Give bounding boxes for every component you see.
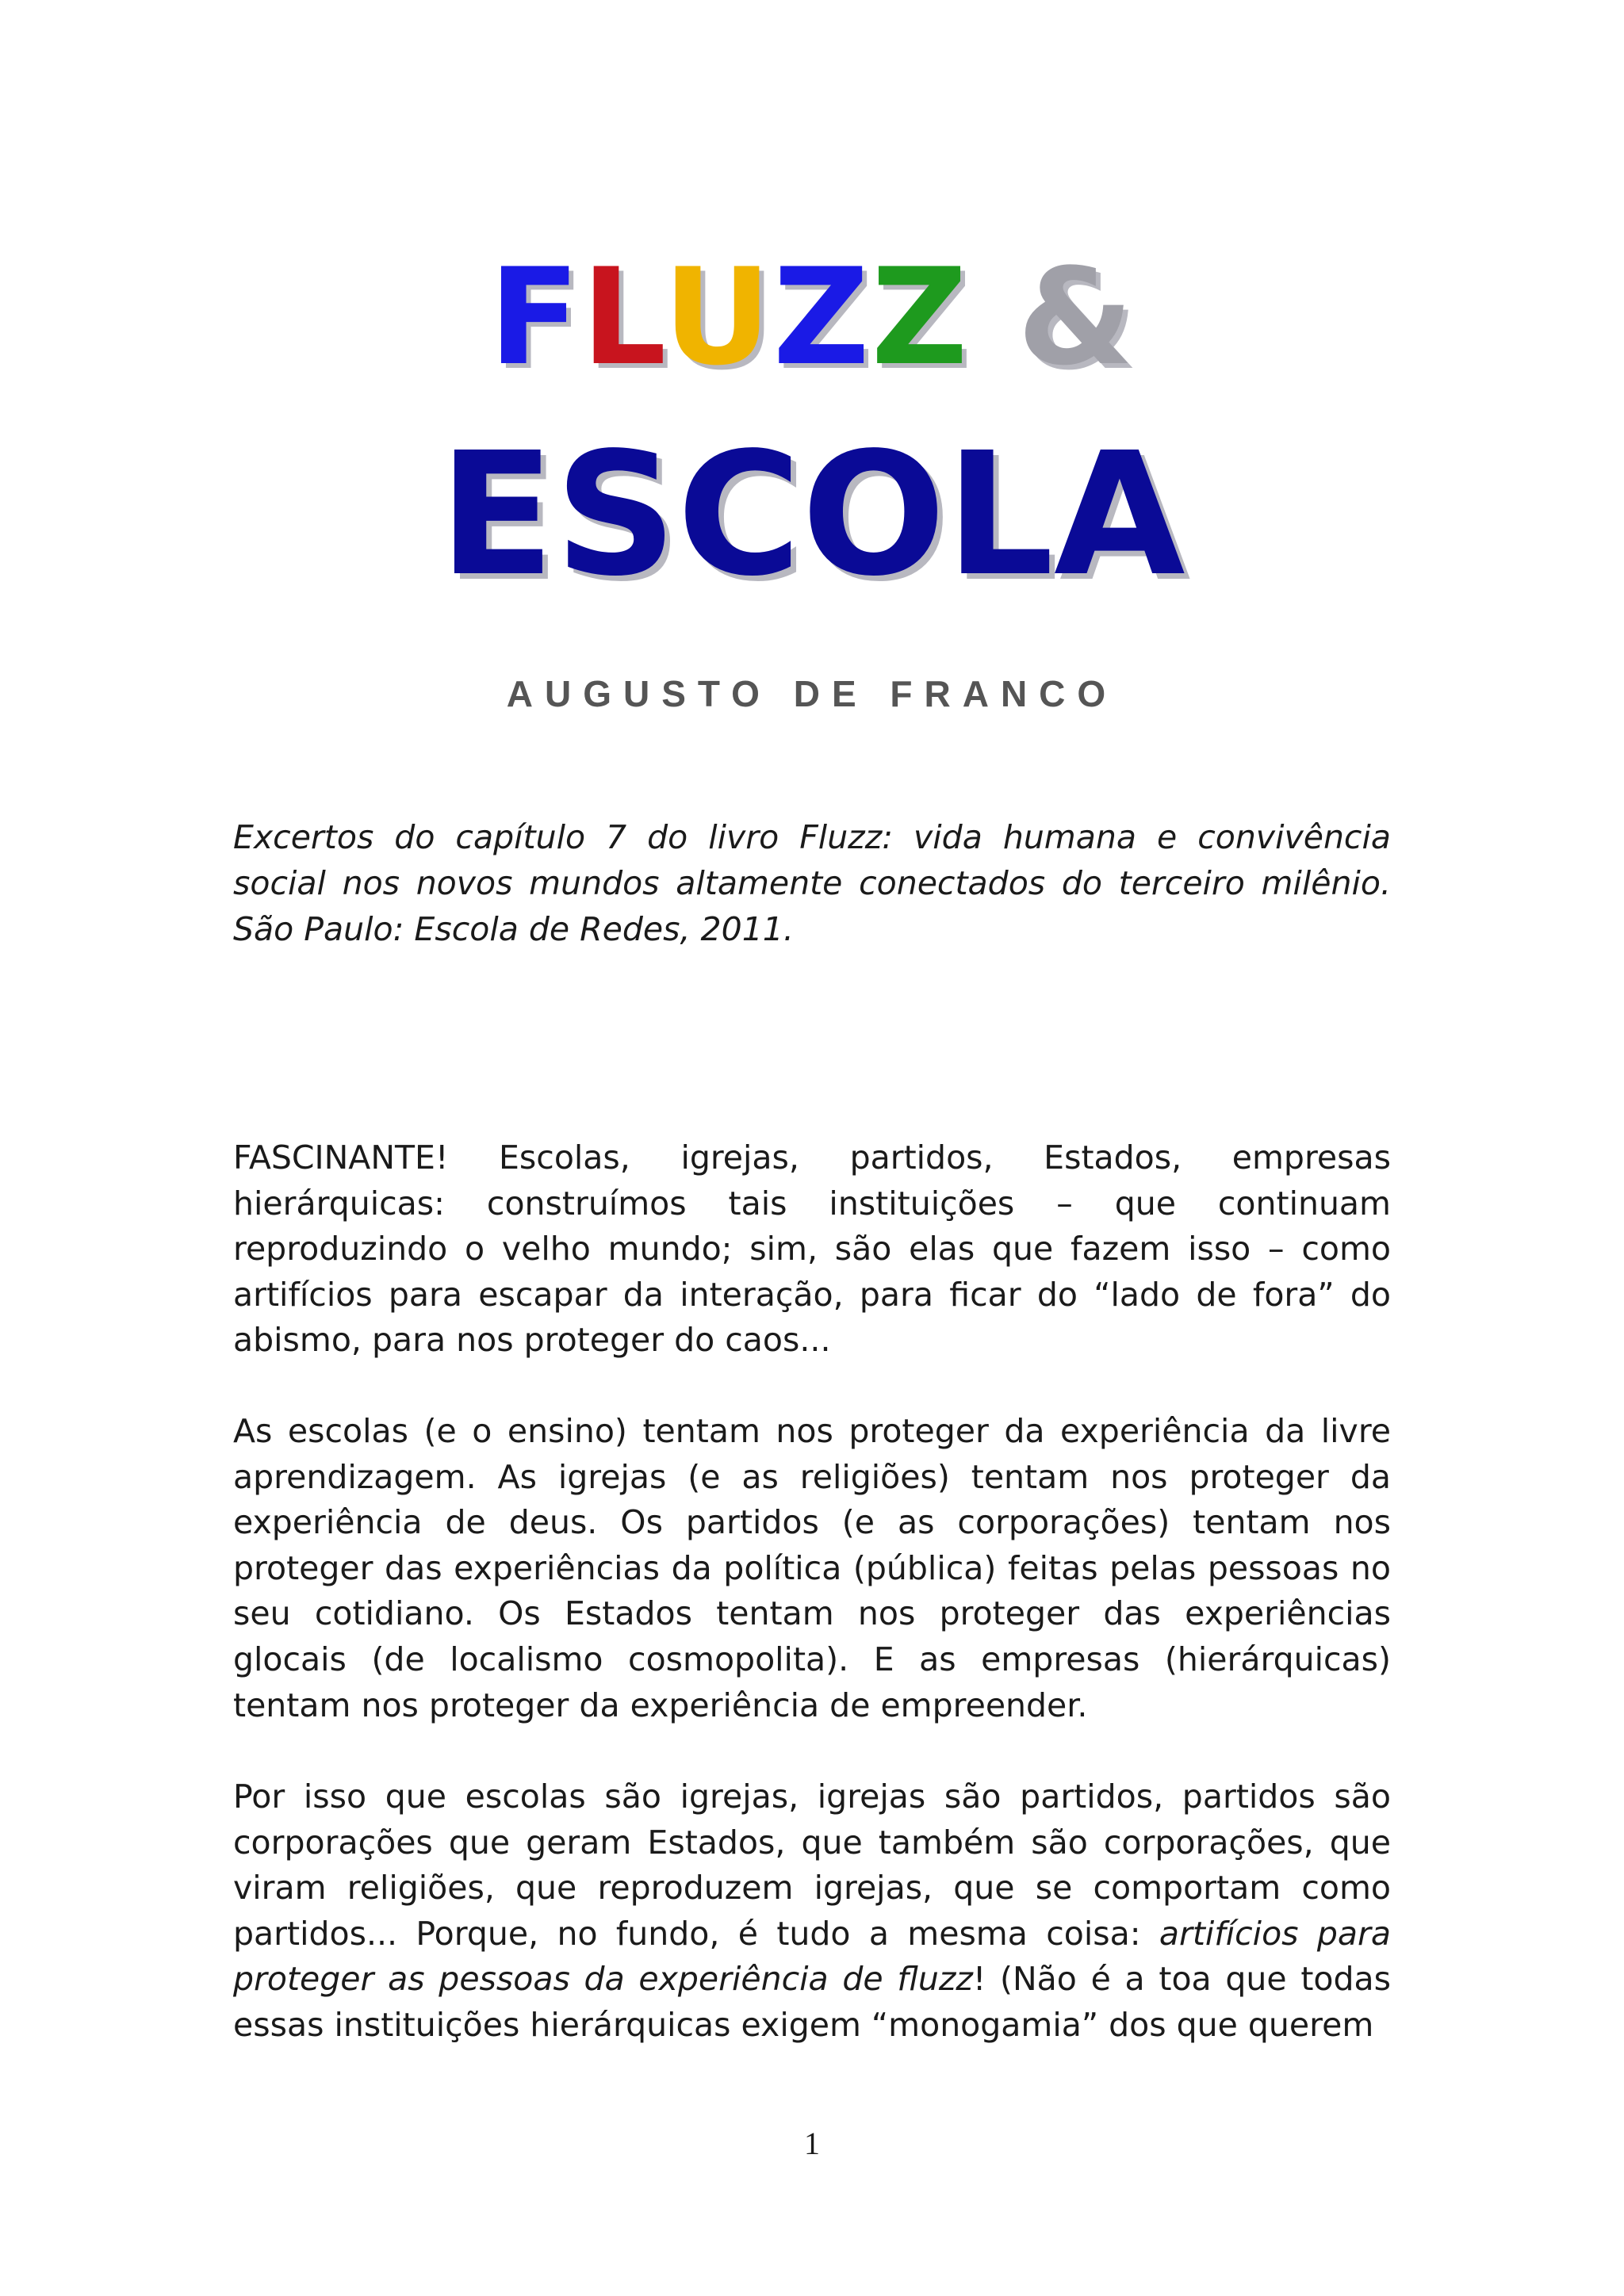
paragraph-2: As escolas (e o ensino) tentam nos proteger da experiência da livre aprendizagem. As igrejas (e as religiões) tentam nos proteger da experiência de deus. Os partidos (e as corporações) tentam nos proteger das experiências da política (pública) feitas pelas pessoas no seu cotidiano. Os Estados tentam nos proteger das experiências glocais (de localismo cosmopolita). E as empresas (hierárquicas) tentam nos proteger da experiência de empreender.	[233, 1412, 1391, 1724]
title-letter: &	[1017, 239, 1136, 395]
title-letter: Z	[772, 239, 871, 395]
title-fluzz	[0, 238, 1624, 396]
paragraph-3-text-a: Por isso que escolas são igrejas, igrejas são partidos, partidos são corporações que geram Estados, que também são corporações, que viram religiões, que reproduzem igrejas, que se comportam como partidos... Porque, no fundo, é tudo a mesma coisa:	[233, 1777, 1391, 1953]
title-letter: U	[663, 239, 773, 395]
paragraph-1: FASCINANTE! Escolas, igrejas, partidos, Estados, empresas hierárquicas: construímos tais instituições – que continuam reproduzindo o velho mundo; sim, são elas que fazem isso – como artifícios para escapar da interação, para ficar do “lado de fora” do abismo, para nos proteger do caos...	[233, 1138, 1391, 1360]
paragraph-3-emphasis: artifícios para proteger as pessoas da experiência de fluzz	[233, 1914, 1391, 1999]
page-number: 1	[804, 2126, 820, 2161]
title-letter: L	[581, 239, 664, 395]
paragraph-3	[233, 1774, 1391, 2049]
title-escola: ESCOLA	[439, 416, 1185, 614]
title-letter: F	[488, 239, 582, 395]
excerpt-citation: Excertos do capítulo 7 do livro Fluzz: vida humana e convivência social nos novos mundos altamente conectados do terceiro milênio. São Paulo: Escola de Redes, 2011.	[233, 818, 1391, 948]
author-name: AUGUSTO DE FRANCO	[506, 673, 1118, 714]
paragraph-3-text-b: ! (Não é a toa que todas essas instituições hierárquicas exigem “monogamia” dos que querem	[233, 1960, 1392, 2044]
title-letter: Z	[871, 239, 970, 395]
title-letter	[969, 239, 1017, 395]
